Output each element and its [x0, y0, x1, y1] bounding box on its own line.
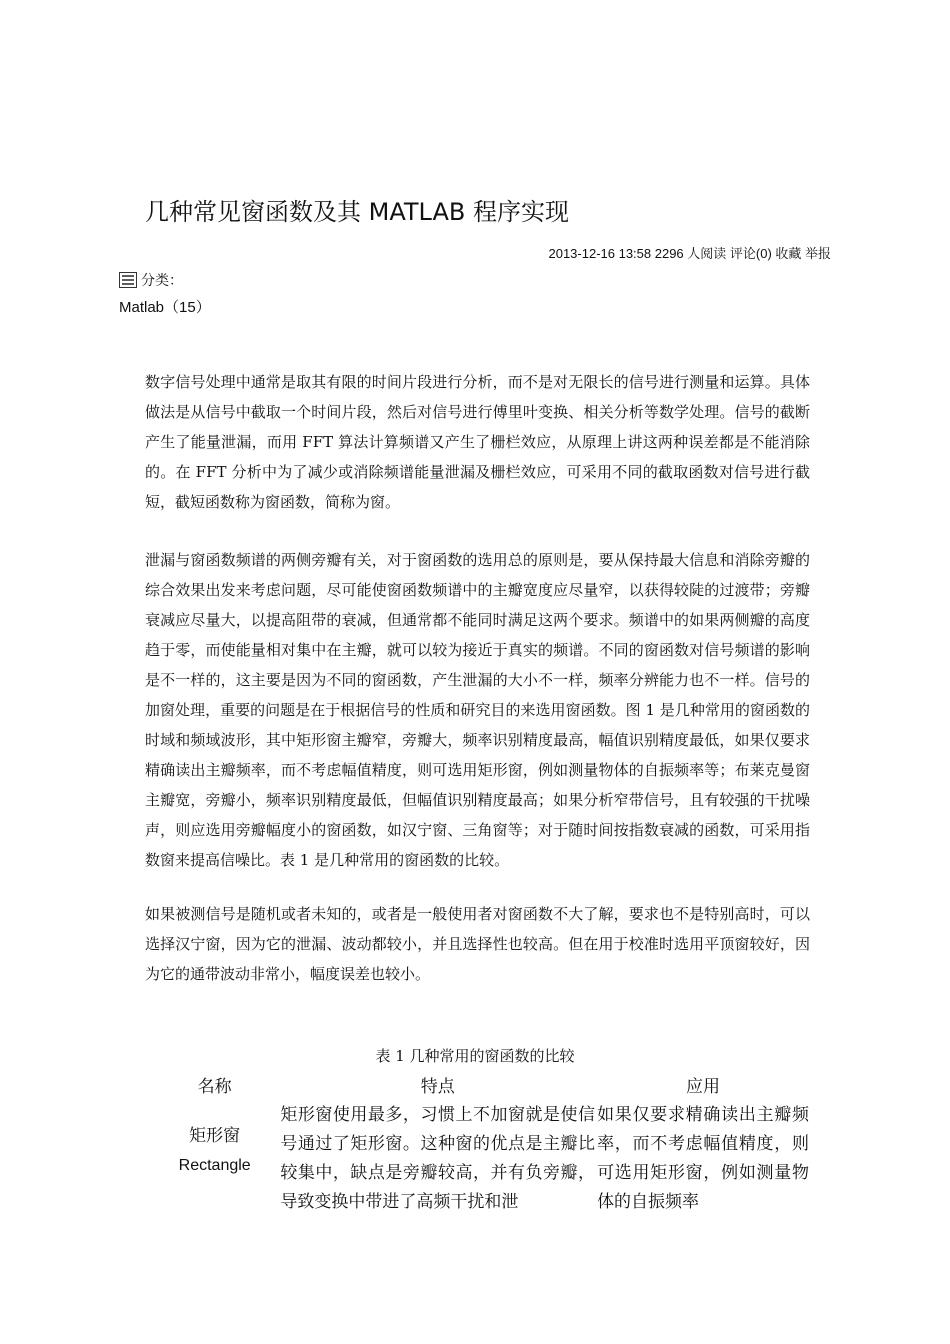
window-comparison-table	[150, 1068, 810, 1218]
table-row	[150, 1100, 810, 1218]
page-title: 几种常见窗函数及其 MATLAB 程序实现	[145, 198, 569, 227]
category-row	[119, 270, 183, 290]
header-application: 应用	[686, 1076, 721, 1097]
category-label: 分类：	[141, 273, 183, 289]
window-name-cn: 矩形窗	[189, 1126, 241, 1146]
body-paragraph-2: 泄漏与窗函数频谱的两侧旁瓣有关，对于窗函数的选用总的原则是，要从保持最大信息和消除旁瓣的综合效果出发来考虑问题，尽可能使窗函数频谱中的主瓣宽度应尽量窄，以获得较陡的过渡带；旁瓣衰减应尽量大，以提高阻带的衰减，但通常都不能同时满足这两个要求。频谱中的如果两侧瓣的高度趋于零，而使能量相对集中在主瓣，就可以较为接近于真实的频谱。不同的窗函数对信号频谱的影响是不一样的，这主要是因为不同的窗函数，产生泄漏的大小不一样，频率分辨能力也不一样。信号的加窗处理，重要的问题是在于根据信号的性质和研究目的来选用窗函数。图 1 是几种常用的窗函数的时域和频域波形，其中矩形窗主瓣窄，旁瓣大，频率识别精度最高，幅值识别精度最低，如果仅要求精确读出主瓣频率，而不考虑幅值精度，则可选用矩形窗，例如测量物体的自振频率等；布莱克曼窗主瓣宽，旁瓣小，频率识别精度最低，但幅值识别精度最高；如果分析窄带信号，且有较强的干扰噪声，则应选用旁瓣幅度小的窗函数，如汉宁窗、三角窗等；对于随时间按指数衰减的函数，可采用指数窗来提高信噪比。表 1 是几种常用的窗函数的比较。	[145, 551, 810, 869]
cell-application: 如果仅要求精确读出主瓣频率，而不考虑幅值精度，则可选用矩形窗，例如测量物体的自振频率	[597, 1105, 809, 1212]
header-feature: 特点	[420, 1076, 455, 1097]
table-header-row	[150, 1068, 810, 1100]
body-paragraph-3: 如果被测信号是随机或者未知的，或者是一般使用者对窗函数不大了解，要求也不是特别高时，可以选择汉宁窗，因为它的泄漏、波动都较小，并且选择性也较高。但在用于校准时选用平顶窗较好，因为它的通带波动非常小，幅度误差也较小。	[145, 905, 810, 983]
header-name: 名称	[197, 1076, 232, 1097]
category-link-matlab[interactable]: Matlab（15）	[119, 299, 211, 316]
body-paragraph-1: 数字信号处理中通常是取其有限的时间片段进行分析，而不是对无限长的信号进行测量和运算。具体做法是从信号中截取一个时间片段，然后对信号进行傅里叶变换、相关分析等数学处理。信号的截断产生了能量泄漏，而用 FFT 算法计算频谱又产生了栅栏效应，从原理上讲这两种误差都是不能消除的。在 FFT 分析中为了减少或消除频谱能量泄漏及栅栏效应，可采用不同的截取函数对信号进行截短，截短函数称为窗函数，简称为窗。	[145, 373, 810, 511]
cell-name	[150, 1100, 279, 1218]
table-caption-text: 几种常用的窗函数的比较	[404, 1047, 575, 1065]
table-caption	[0, 1045, 950, 1066]
list-icon	[119, 272, 137, 288]
table-caption-prefix: 表 1	[375, 1047, 405, 1065]
cell-feature: 矩形窗使用最多，习惯上不加窗就是使信号通过了矩形窗。这种窗的优点是主瓣比较集中，缺点是旁瓣较高，并有负旁瓣，导致变换中带进了高频干扰和泄	[280, 1105, 596, 1212]
article-meta: 2013-12-16 13:58 2296 人阅读 评论(0) 收藏 举报	[548, 246, 831, 261]
window-name-en: Rectangle	[178, 1157, 251, 1174]
